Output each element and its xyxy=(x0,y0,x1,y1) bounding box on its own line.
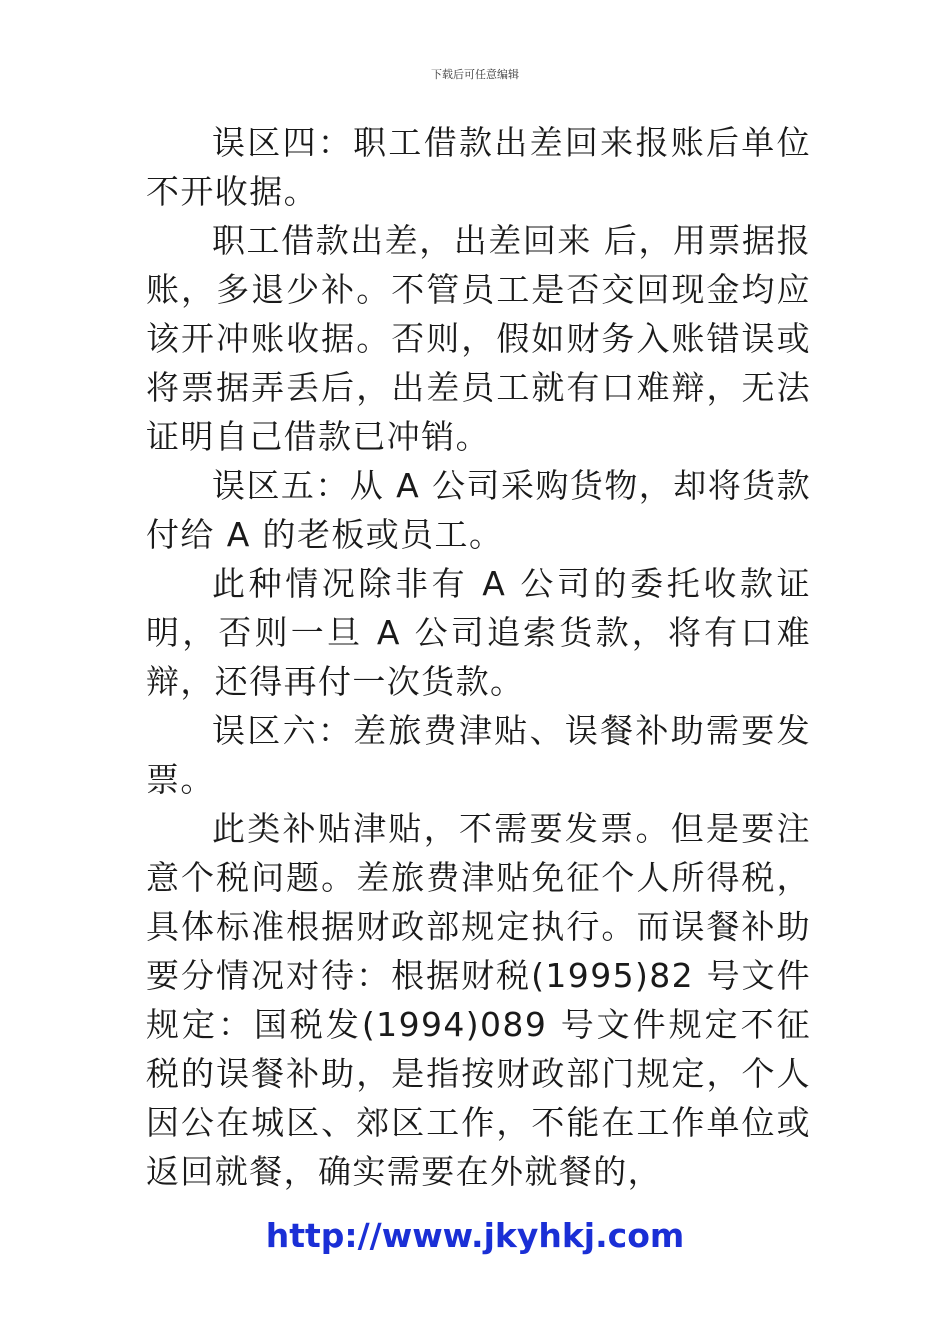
paragraph-4: 此种情况除非有 A 公司的委托收款证明，否则一旦 A 公司追索货款，将有口难辩，还得再付一次货款。 xyxy=(146,564,811,701)
page-header-note: 下载后可任意编辑 xyxy=(431,68,519,81)
paragraph-3: 误区五：从 A 公司采购货物，却将货款付给 A 的老板或员工。 xyxy=(146,466,811,554)
paragraph-2: 职工借款出差，出差回来 后，用票据报账，多退少补。不管员工是否交回现金均应该开冲账收据。否则，假如财务入账错误或将票据弄丢后，出差员工就有口难辩，无法证明自己借款已冲销。 xyxy=(146,221,811,456)
paragraph-5: 误区六：差旅费津贴、误餐补助需要发票。 xyxy=(146,711,811,799)
paragraph-6: 此类补贴津贴，不需要发票。但是要注意个税问题。差旅费津贴免征个人所得税，具体标准根据财政部规定执行。而误餐补助要分情况对待：根据财税(1995)82 号文件规定：国税发(1994)089 号文件规定不征税的误餐补助，是指按财政部门规定，个人因公在城区、郊区工作，不能在工作单位或返回就餐，确实需要在外就餐的， xyxy=(146,809,811,1191)
document-body xyxy=(146,118,811,1196)
paragraph-1: 误区四：职工借款出差回来报账后单位不开收据。 xyxy=(146,123,811,211)
footer-website-link[interactable]: http://www.jkyhkj.com xyxy=(265,1216,685,1255)
